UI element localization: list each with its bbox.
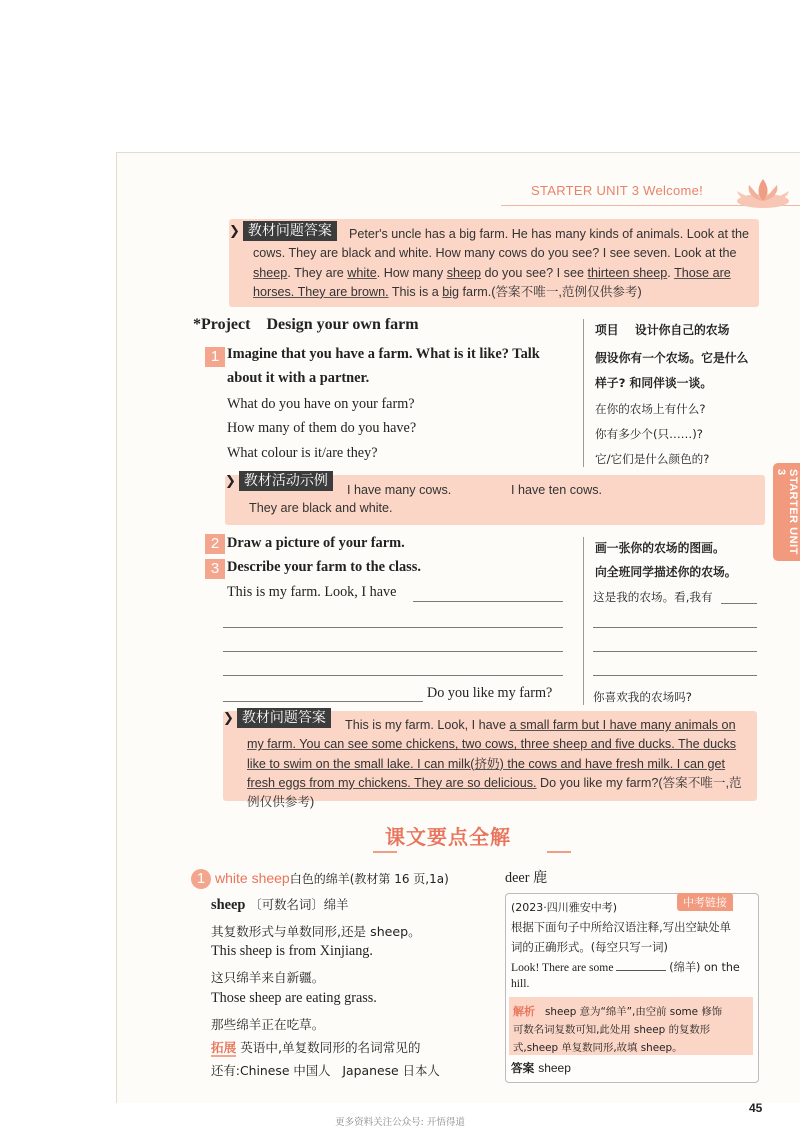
point-1-rule: 其复数形式与单数同形,还是 sheep。	[211, 924, 421, 939]
extension-text: 英语中,单复数同形的名词常见的	[240, 1040, 421, 1055]
answer-text-3: This is my farm. Look, I have a small farm but I have many animals on my farm. You can see some chickens, two cows, three sheep and five ducks. The ducks like to swim on the small lake. I can milk(挤奶) the cows and have fresh milk. I can get fresh eggs from my chickens. They are so delicious. Do you like my farm?(答案不唯一,范例仅供参考)	[247, 718, 742, 810]
example-tag	[225, 471, 333, 491]
exam-source: (2023·四川雅安中考)	[511, 901, 618, 914]
answer-text-1: Peter's uncle has a big farm. He has many kinds of animals. Look at the cows. They are black and white. How many cows do you see? I see seven. Look at the sheep. They are white. How many sheep do you see? I see thirteen sheep. Those are horses. They are brown. This is a big farm.(答案不唯一,范例仅供参考)	[253, 227, 750, 299]
blank-line[interactable]	[223, 651, 563, 652]
title-dash-right	[547, 851, 571, 853]
unit-header: STARTER UNIT 3 Welcome!	[531, 183, 704, 198]
point-1-word-note: 〔可数名词〕绵羊	[249, 897, 349, 912]
point-1-deer: deer 鹿	[505, 870, 548, 886]
question-1-cn2: 样子? 和同伴谈一谈。	[595, 376, 713, 390]
exam-question-2: 词的正确形式。(每空只写一词)	[511, 940, 668, 954]
point-1-word: sheep	[211, 897, 246, 913]
point-1-example-1-cn: 这只绵羊来自新疆。	[211, 970, 325, 985]
point-1-example-2-cn: 那些绵羊正在吃草。	[211, 1017, 325, 1032]
prompt-line-2: How many of them do you have?	[227, 420, 417, 436]
extension-text-2: 还有:Chinese 中国人 Japanese 日本人	[211, 1063, 440, 1078]
column-divider-1	[583, 319, 584, 467]
question-1-line1: Imagine that you have a farm. What is it like? Talk	[227, 346, 540, 362]
exam-question-3b: (绵羊) on the	[669, 961, 740, 974]
prompt-line-2-cn: 你有多少个(只……)?	[595, 427, 703, 441]
question-2-text: Draw a picture of your farm.	[227, 535, 405, 551]
project-title-cn: 项目 设计你自己的农场	[595, 323, 730, 337]
question-2-cn: 画一张你的农场的图画。	[595, 541, 725, 555]
point-1-example-1: This sheep is from Xinjiang.	[211, 943, 373, 959]
answer-value: sheep	[538, 1061, 571, 1075]
blank-line-cn[interactable]	[593, 675, 757, 676]
point-number-1: 1	[191, 869, 211, 889]
point-1-example-2: Those sheep are eating grass.	[211, 990, 377, 1006]
point-1-heading	[215, 870, 449, 888]
exam-blank[interactable]	[616, 970, 666, 971]
point-1-extension	[211, 1037, 421, 1057]
exam-badge: 中考链接	[677, 893, 733, 911]
question-1-line2: about it with a partner.	[227, 370, 370, 386]
prompt-line-1-cn: 在你的农场上有什么?	[595, 402, 706, 416]
blank-line-cn[interactable]	[593, 651, 757, 652]
point-1-head-en: white sheep	[215, 870, 290, 886]
writing-lead-cn: 这是我的农场。看,我有	[593, 590, 713, 604]
blank-line-cn[interactable]	[593, 627, 757, 628]
answer-tag-label: 教材问题答案	[243, 221, 337, 241]
chevron-right-icon: ❯	[223, 710, 234, 726]
question-number-2: 2	[205, 534, 225, 554]
answer-label: 答案	[511, 1061, 535, 1075]
example-text-2: I have ten cows.	[511, 483, 603, 497]
example-tag-label: 教材活动示例	[239, 471, 333, 491]
writing-lead: This is my farm. Look, I have	[227, 584, 397, 600]
section-title: 课文要点全解	[385, 825, 511, 849]
blank-line[interactable]	[223, 701, 423, 702]
blank-line[interactable]	[413, 601, 563, 602]
chevron-right-icon: ❯	[229, 223, 240, 239]
prompt-line-3-cn: 它/它们是什么颜色的?	[595, 452, 710, 466]
prompt-line-1: What do you have on your farm?	[227, 396, 415, 412]
question-number-3: 3	[205, 559, 225, 579]
exam-question-3	[511, 959, 740, 975]
title-dash-left	[373, 851, 397, 853]
question-number-1: 1	[205, 347, 225, 367]
exam-question-1: 根据下面句子中所给汉语注释,写出空缺处单	[511, 920, 732, 934]
page-number: 45	[749, 1101, 763, 1115]
point-1-word-row	[211, 895, 349, 914]
exam-question-4: hill.	[511, 977, 530, 990]
point-1-head-cn: 白色的绵羊(教材第 16 页,1a)	[289, 872, 449, 886]
question-1-cn1: 假设你有一个农场。它是什么	[595, 351, 749, 365]
unit-side-tab: STARTER UNIT 3	[773, 463, 800, 561]
blank-line-cn[interactable]	[721, 603, 757, 604]
example-text-1: I have many cows.	[347, 483, 452, 497]
question-3-cn: 向全班同学描述你的农场。	[595, 565, 737, 579]
analysis-line-3: 式,sheep 单复数同形,故填 sheep。	[513, 1042, 683, 1054]
exam-question-3a: Look! There are some	[511, 961, 614, 974]
project-title: *Project Design your own farm	[193, 316, 419, 333]
analysis-line-2: 可数名词复数可知,此处用 sheep 的复数形	[513, 1024, 711, 1036]
blank-line[interactable]	[223, 627, 563, 628]
chevron-right-icon: ❯	[225, 473, 236, 489]
prompt-line-3: What colour is it/are they?	[227, 445, 378, 461]
question-3-text: Describe your farm to the class.	[227, 559, 421, 575]
textbook-page	[116, 152, 800, 1115]
footer-note: 更多资料关注公众号: 开悟得道	[335, 1117, 465, 1128]
answer-tag-label: 教材问题答案	[237, 708, 331, 728]
column-divider-2	[583, 537, 584, 705]
answer-row	[511, 1059, 571, 1077]
blank-line[interactable]	[223, 675, 563, 676]
analysis-label: 解析	[513, 1005, 535, 1018]
extension-label: 拓展	[211, 1040, 237, 1055]
writing-end-cn: 你喜欢我的农场吗?	[593, 690, 692, 704]
example-text-3: They are black and white.	[249, 501, 393, 515]
lotus-ornament-icon	[731, 175, 795, 211]
analysis-line-1: sheep 意为“绵羊”,由空前 some 修饰	[545, 1006, 723, 1018]
writing-end: Do you like my farm?	[427, 685, 553, 701]
